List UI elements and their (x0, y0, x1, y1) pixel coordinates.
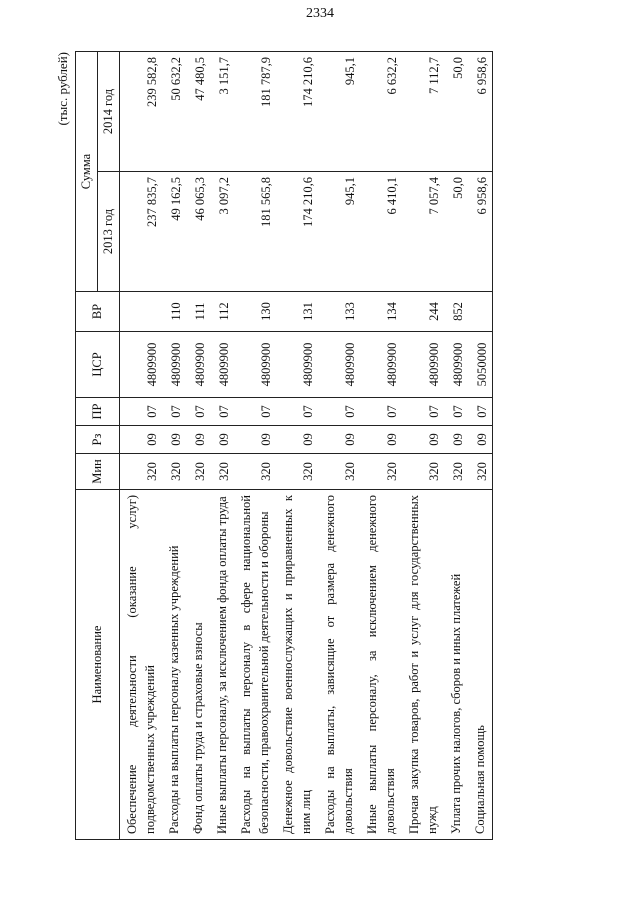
header-sum: Сумма (76, 52, 98, 292)
row-pr: 07 (318, 398, 360, 426)
table-row (162, 52, 186, 840)
row-name: Фонд оплаты труда и страховые взносы (186, 490, 210, 840)
row-sum-2013: 174 210,6 (276, 172, 318, 292)
row-csr: 4809900 (234, 332, 276, 398)
row-pr: 07 (210, 398, 234, 426)
header-min: Мин (76, 454, 120, 490)
row-csr: 4809900 (444, 332, 468, 398)
row-pr: 07 (444, 398, 468, 426)
row-vr: 852 (444, 292, 468, 332)
row-min: 320 (468, 454, 493, 490)
row-min: 320 (120, 454, 163, 490)
row-min: 320 (162, 454, 186, 490)
row-csr: 4809900 (402, 332, 444, 398)
row-sum-2013: 181 565,8 (234, 172, 276, 292)
row-name: Прочая закупка товаров, работ и услуг для государственных нужд (402, 490, 444, 840)
table-row (210, 52, 234, 840)
row-pr: 07 (120, 398, 163, 426)
header-csr: ЦСР (76, 332, 120, 398)
row-min: 320 (276, 454, 318, 490)
row-name: Иные выплаты персоналу, за исключением денежного довольствия (360, 490, 402, 840)
row-sum-2013: 3 097,2 (210, 172, 234, 292)
row-pr: 07 (468, 398, 493, 426)
units-label: (тыс. рублей) (55, 52, 70, 126)
row-rz: 09 (162, 426, 186, 454)
table-row (360, 52, 402, 840)
row-csr: 4809900 (186, 332, 210, 398)
row-name: Расходы на выплаты персоналу казенных учреждений (162, 490, 186, 840)
row-csr: 4809900 (120, 332, 163, 398)
row-sum-2013: 237 835,7 (120, 172, 163, 292)
header-year-2014: 2014 год (98, 52, 120, 172)
table-row (186, 52, 210, 840)
row-sum-2014: 50,0 (444, 52, 468, 172)
row-sum-2013: 46 065,3 (186, 172, 210, 292)
row-min: 320 (402, 454, 444, 490)
table-header (76, 52, 120, 840)
row-sum-2014: 6 958,6 (468, 52, 493, 172)
row-rz: 09 (234, 426, 276, 454)
header-vr: ВР (76, 292, 120, 332)
row-sum-2014: 181 787,9 (234, 52, 276, 172)
row-rz: 09 (360, 426, 402, 454)
row-csr: 4809900 (162, 332, 186, 398)
row-pr: 07 (360, 398, 402, 426)
row-min: 320 (360, 454, 402, 490)
row-vr: 130 (234, 292, 276, 332)
rotated-document-body (55, 40, 585, 840)
table-row (234, 52, 276, 840)
row-csr: 4809900 (210, 332, 234, 398)
row-min: 320 (234, 454, 276, 490)
row-name: Денежное довольствие военнослужащих и приравненных к ним лиц (276, 490, 318, 840)
row-sum-2013: 49 162,5 (162, 172, 186, 292)
row-name: Социальная помощь (468, 490, 493, 840)
row-csr: 4809900 (318, 332, 360, 398)
page-number: 2334 (306, 6, 334, 21)
row-sum-2014: 174 210,6 (276, 52, 318, 172)
row-sum-2013: 945,1 (318, 172, 360, 292)
row-rz: 09 (276, 426, 318, 454)
row-rz: 09 (120, 426, 163, 454)
row-vr: 131 (276, 292, 318, 332)
row-vr (468, 292, 493, 332)
row-sum-2014: 239 582,8 (120, 52, 163, 172)
table-row (444, 52, 468, 840)
row-sum-2013: 6 410,1 (360, 172, 402, 292)
row-rz: 09 (468, 426, 493, 454)
table-row (120, 52, 163, 840)
row-csr: 4809900 (360, 332, 402, 398)
row-sum-2014: 50 632,2 (162, 52, 186, 172)
row-rz: 09 (186, 426, 210, 454)
row-min: 320 (186, 454, 210, 490)
row-pr: 07 (402, 398, 444, 426)
row-sum-2014: 7 112,7 (402, 52, 444, 172)
row-sum-2013: 6 958,6 (468, 172, 493, 292)
row-rz: 09 (210, 426, 234, 454)
row-name: Расходы на выплаты персоналу в сфере национальной безопасности, правоохранительной деятельности и обороны (234, 490, 276, 840)
header-rz: Рз (76, 426, 120, 454)
row-pr: 07 (186, 398, 210, 426)
row-sum-2014: 945,1 (318, 52, 360, 172)
row-min: 320 (444, 454, 468, 490)
row-sum-2014: 6 632,2 (360, 52, 402, 172)
row-vr: 110 (162, 292, 186, 332)
row-vr: 111 (186, 292, 210, 332)
row-min: 320 (210, 454, 234, 490)
row-vr: 112 (210, 292, 234, 332)
table-row (318, 52, 360, 840)
budget-table (75, 51, 493, 840)
table-row (402, 52, 444, 840)
table-row (276, 52, 318, 840)
row-pr: 07 (276, 398, 318, 426)
row-name: Иные выплаты персоналу, за исключением фонда оплаты труда (210, 490, 234, 840)
row-rz: 09 (444, 426, 468, 454)
row-sum-2014: 3 151,7 (210, 52, 234, 172)
row-name: Уплата прочих налогов, сборов и иных платежей (444, 490, 468, 840)
table-body (120, 52, 493, 840)
row-csr: 4809900 (276, 332, 318, 398)
header-pr: ПР (76, 398, 120, 426)
row-sum-2014: 47 480,5 (186, 52, 210, 172)
row-name: Обеспечение деятельности (оказание услуг) подведомственных учреждений (120, 490, 163, 840)
row-name: Расходы на выплаты, зависящие от размера денежного довольствия (318, 490, 360, 840)
header-name: Наименование (76, 490, 120, 840)
row-pr: 07 (234, 398, 276, 426)
row-min: 320 (318, 454, 360, 490)
row-sum-2013: 7 057,4 (402, 172, 444, 292)
row-vr: 244 (402, 292, 444, 332)
row-vr: 134 (360, 292, 402, 332)
table-row (468, 52, 493, 840)
header-year-2013: 2013 год (98, 172, 120, 292)
row-pr: 07 (162, 398, 186, 426)
row-rz: 09 (318, 426, 360, 454)
row-vr (120, 292, 163, 332)
row-csr: 5050000 (468, 332, 493, 398)
row-rz: 09 (402, 426, 444, 454)
row-vr: 133 (318, 292, 360, 332)
row-sum-2013: 50,0 (444, 172, 468, 292)
